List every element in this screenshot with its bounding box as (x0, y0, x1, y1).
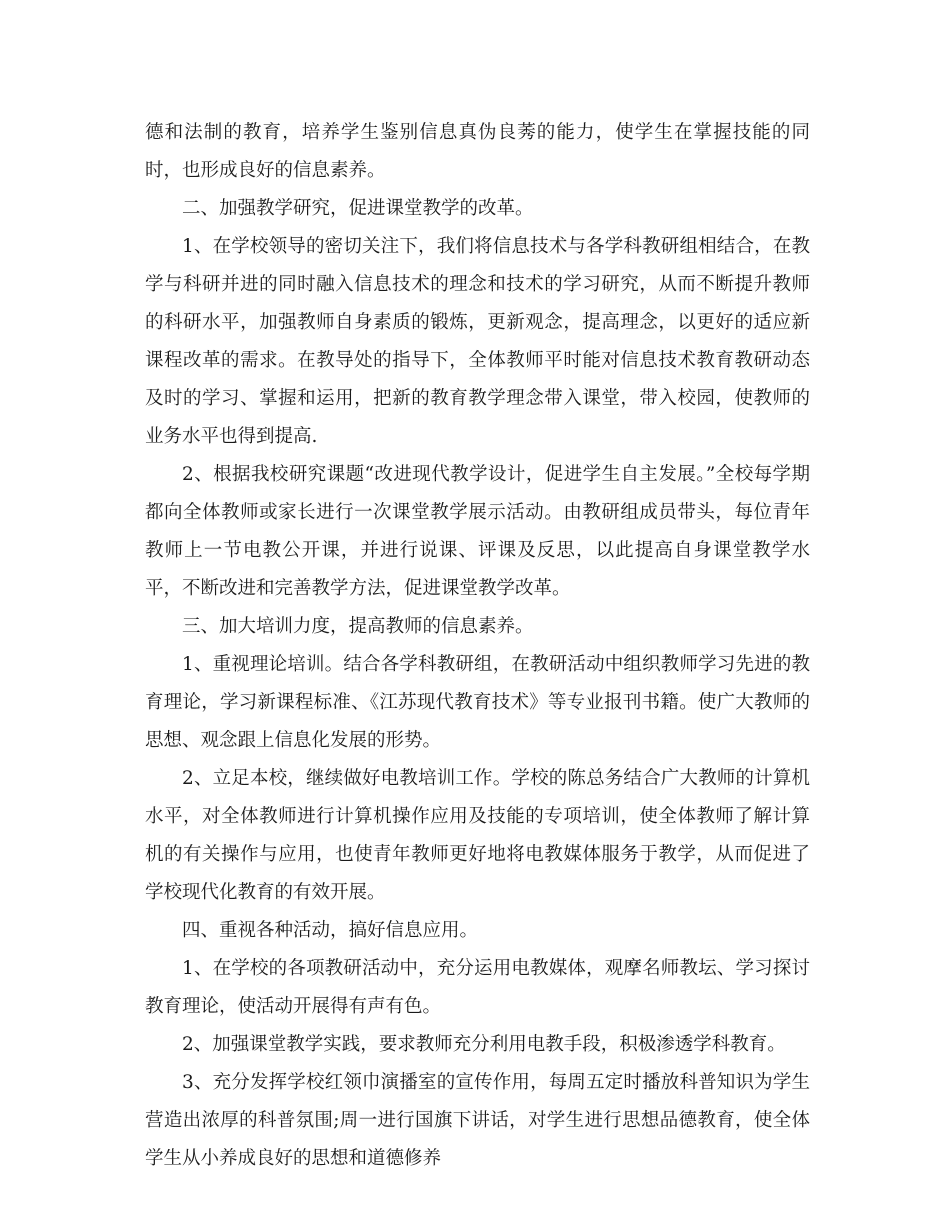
paragraph-2-2: 2、根据我校研究课题“改进现代教学设计，促进学生自主发展。”全校每学期都向全体教师或家长进行一次课堂教学展示活动。由教研组成员带头，每位青年教师上一节电教公开课，并进行说课、评课及反思，以此提高自身课堂教学水平，不断改进和完善教学方法，促进课堂教学改革。 (145, 464, 810, 599)
paragraph-4-2: 2、加强课堂教学实践，要求教师充分利用电教手段，积极渗透学科教育。 (182, 1034, 786, 1055)
paragraph-4-3: 3、充分发挥学校红领巾演播室的宣传作用，每周五定时播放科普知识为学生营造出浓厚的科普氛围;周一进行国旗下讲话，对学生进行思想品德教育，使全体学生从小养成良好的思想和道德修养 (145, 1072, 810, 1169)
paragraph-3-2: 2、立足本校，继续做好电教培训工作。学校的陈总务结合广大教师的计算机水平，对全体教师进行计算机操作应用及技能的专项培训，使全体教师了解计算机的有关操作与应用，也使青年教师更好地将电教媒体服务于教学，从而促进了学校现代化教育的有效开展。 (145, 768, 810, 903)
paragraph-2-1: 1、在学校领导的密切关注下，我们将信息技术与各学科教研组相结合，在教学与科研并进的同时融入信息技术的理念和技术的学习研究，从而不断提升教师的科研水平，加强教师自身素质的锻炼，更新观念，提高理念，以更好的适应新课程改革的需求。在教导处的指导下，全体教师平时能对信息技术教育教研动态及时的学习、掌握和运用，把新的教育教学理念带入课堂，带入校园，使教师的业务水平也得到提高. (145, 236, 810, 447)
section-heading-4: 四、重视各种活动，搞好信息应用。 (182, 920, 479, 941)
section-heading-3: 三、加大培训力度，提高教师的信息素养。 (182, 616, 534, 637)
document-body (145, 114, 810, 1178)
section-heading-2: 二、加强教学研究，促进课堂教学的改革。 (182, 198, 534, 219)
paragraph-4-1: 1、在学校的各项教研活动中，充分运用电教媒体，观摩名师教坛、学习探讨教育理论，使活动开展得有声有色。 (145, 958, 810, 1017)
paragraph-continuation: 德和法制的教育，培养学生鉴别信息真伪良莠的能力，使学生在掌握技能的同时，也形成良好的信息素养。 (145, 122, 810, 181)
paragraph-3-1: 1、重视理论培训。结合各学科教研组，在教研活动中组织教师学习先进的教育理论，学习新课程标准、《江苏现代教育技术》等专业报刊书籍。使广大教师的思想、观念跟上信息化发展的形势。 (145, 654, 810, 751)
